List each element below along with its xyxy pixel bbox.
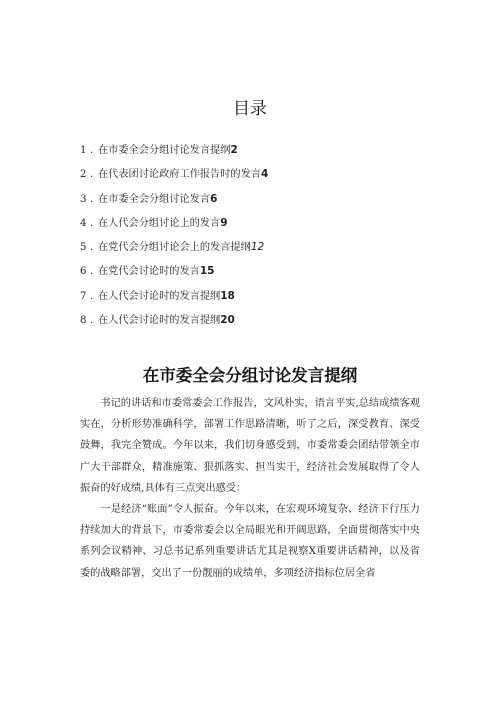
toc-item[interactable]: [80, 259, 420, 283]
toc-item-page: 15: [199, 265, 215, 278]
toc-item-dot: .: [90, 217, 94, 229]
toc-item-text: 在代表团讨论政府工作报告时的发言: [98, 169, 261, 181]
section-title: 在市委全会分组讨论发言提纲: [142, 366, 358, 385]
toc-item-number: 6: [80, 266, 87, 278]
toc-item-page: 6: [210, 192, 218, 205]
toc-item-page: 2: [230, 144, 238, 156]
toc-item-dot: .: [90, 242, 94, 254]
section-body: [80, 393, 420, 584]
toc-item-dot: .: [90, 290, 94, 302]
toc-item[interactable]: [80, 235, 420, 259]
toc-item[interactable]: [80, 187, 420, 211]
toc-item-text: 在人代会讨论时的发言提纲: [98, 290, 221, 302]
toc-item-dot: .: [90, 145, 94, 156]
toc-item-number: 4: [80, 217, 87, 229]
toc-item-number: 8: [80, 315, 87, 327]
toc-item-page: 9: [220, 216, 228, 229]
toc-list: [80, 138, 420, 332]
toc-item-dot: .: [90, 193, 94, 205]
body-paragraph: 一是经济“账面”令人振奋。今年以来，在宏观环境复杂、经济下行压力持续加大的背景下，市委常委会以全局眼光和开阔思路，全面贯彻落实中央系列会议精神、习总书记系列重要讲话尤其是视察X重要讲话精神，以及省委的战略部署，交出了一份靓丽的成绩单，多项经济指标位居全省: [80, 504, 420, 579]
toc-item-page: 18: [220, 289, 235, 302]
toc-item[interactable]: [80, 162, 420, 186]
toc-item-text: 在党代会分组讨论会上的发言提纲: [98, 242, 251, 254]
toc-item-text: 在市委全会分组讨论发言: [98, 193, 211, 205]
toc-item-number: 5: [80, 242, 87, 254]
toc-item[interactable]: [80, 211, 420, 235]
toc-item-text: 在人代会分组讨论上的发言: [98, 217, 221, 229]
body-paragraph: 书记的讲话和市委常委会工作报告，文风朴实，语言平实,总结成绩客观实在，分析形势准确科学，部署工作思路清晰，听了之后，深受教育、深受鼓舞，我完全赞成。今年以来，我们切身感受到，市委常委会团结带领全市广大干部群众，精准施策、狠抓落实、担当实干，经济社会发展取得了令人振奋的好成绩,具体有三点突出感受：: [80, 398, 420, 494]
toc-item-page: 20: [220, 314, 235, 327]
toc-item-number: 3: [80, 193, 87, 205]
toc-item-text: 在市委全会分组讨论发言提纲: [98, 145, 231, 156]
toc-item[interactable]: [80, 308, 420, 332]
toc-item-dot: .: [90, 266, 94, 278]
toc-item-number: 1: [80, 145, 87, 156]
toc-item-number: 7: [80, 290, 87, 302]
toc-item[interactable]: [80, 138, 420, 162]
toc-item-page: 12: [250, 241, 265, 254]
toc-title: 目录: [233, 99, 267, 119]
toc-item-text: 在党代会讨论时的发言: [98, 266, 200, 278]
toc-item[interactable]: [80, 284, 420, 308]
toc-item-page: 4: [261, 168, 269, 181]
toc-item-dot: .: [90, 169, 94, 181]
toc-item-number: 2: [80, 169, 87, 181]
toc-item-text: 在人代会讨论时的发言提纲: [98, 315, 221, 327]
toc-item-dot: .: [90, 315, 94, 327]
